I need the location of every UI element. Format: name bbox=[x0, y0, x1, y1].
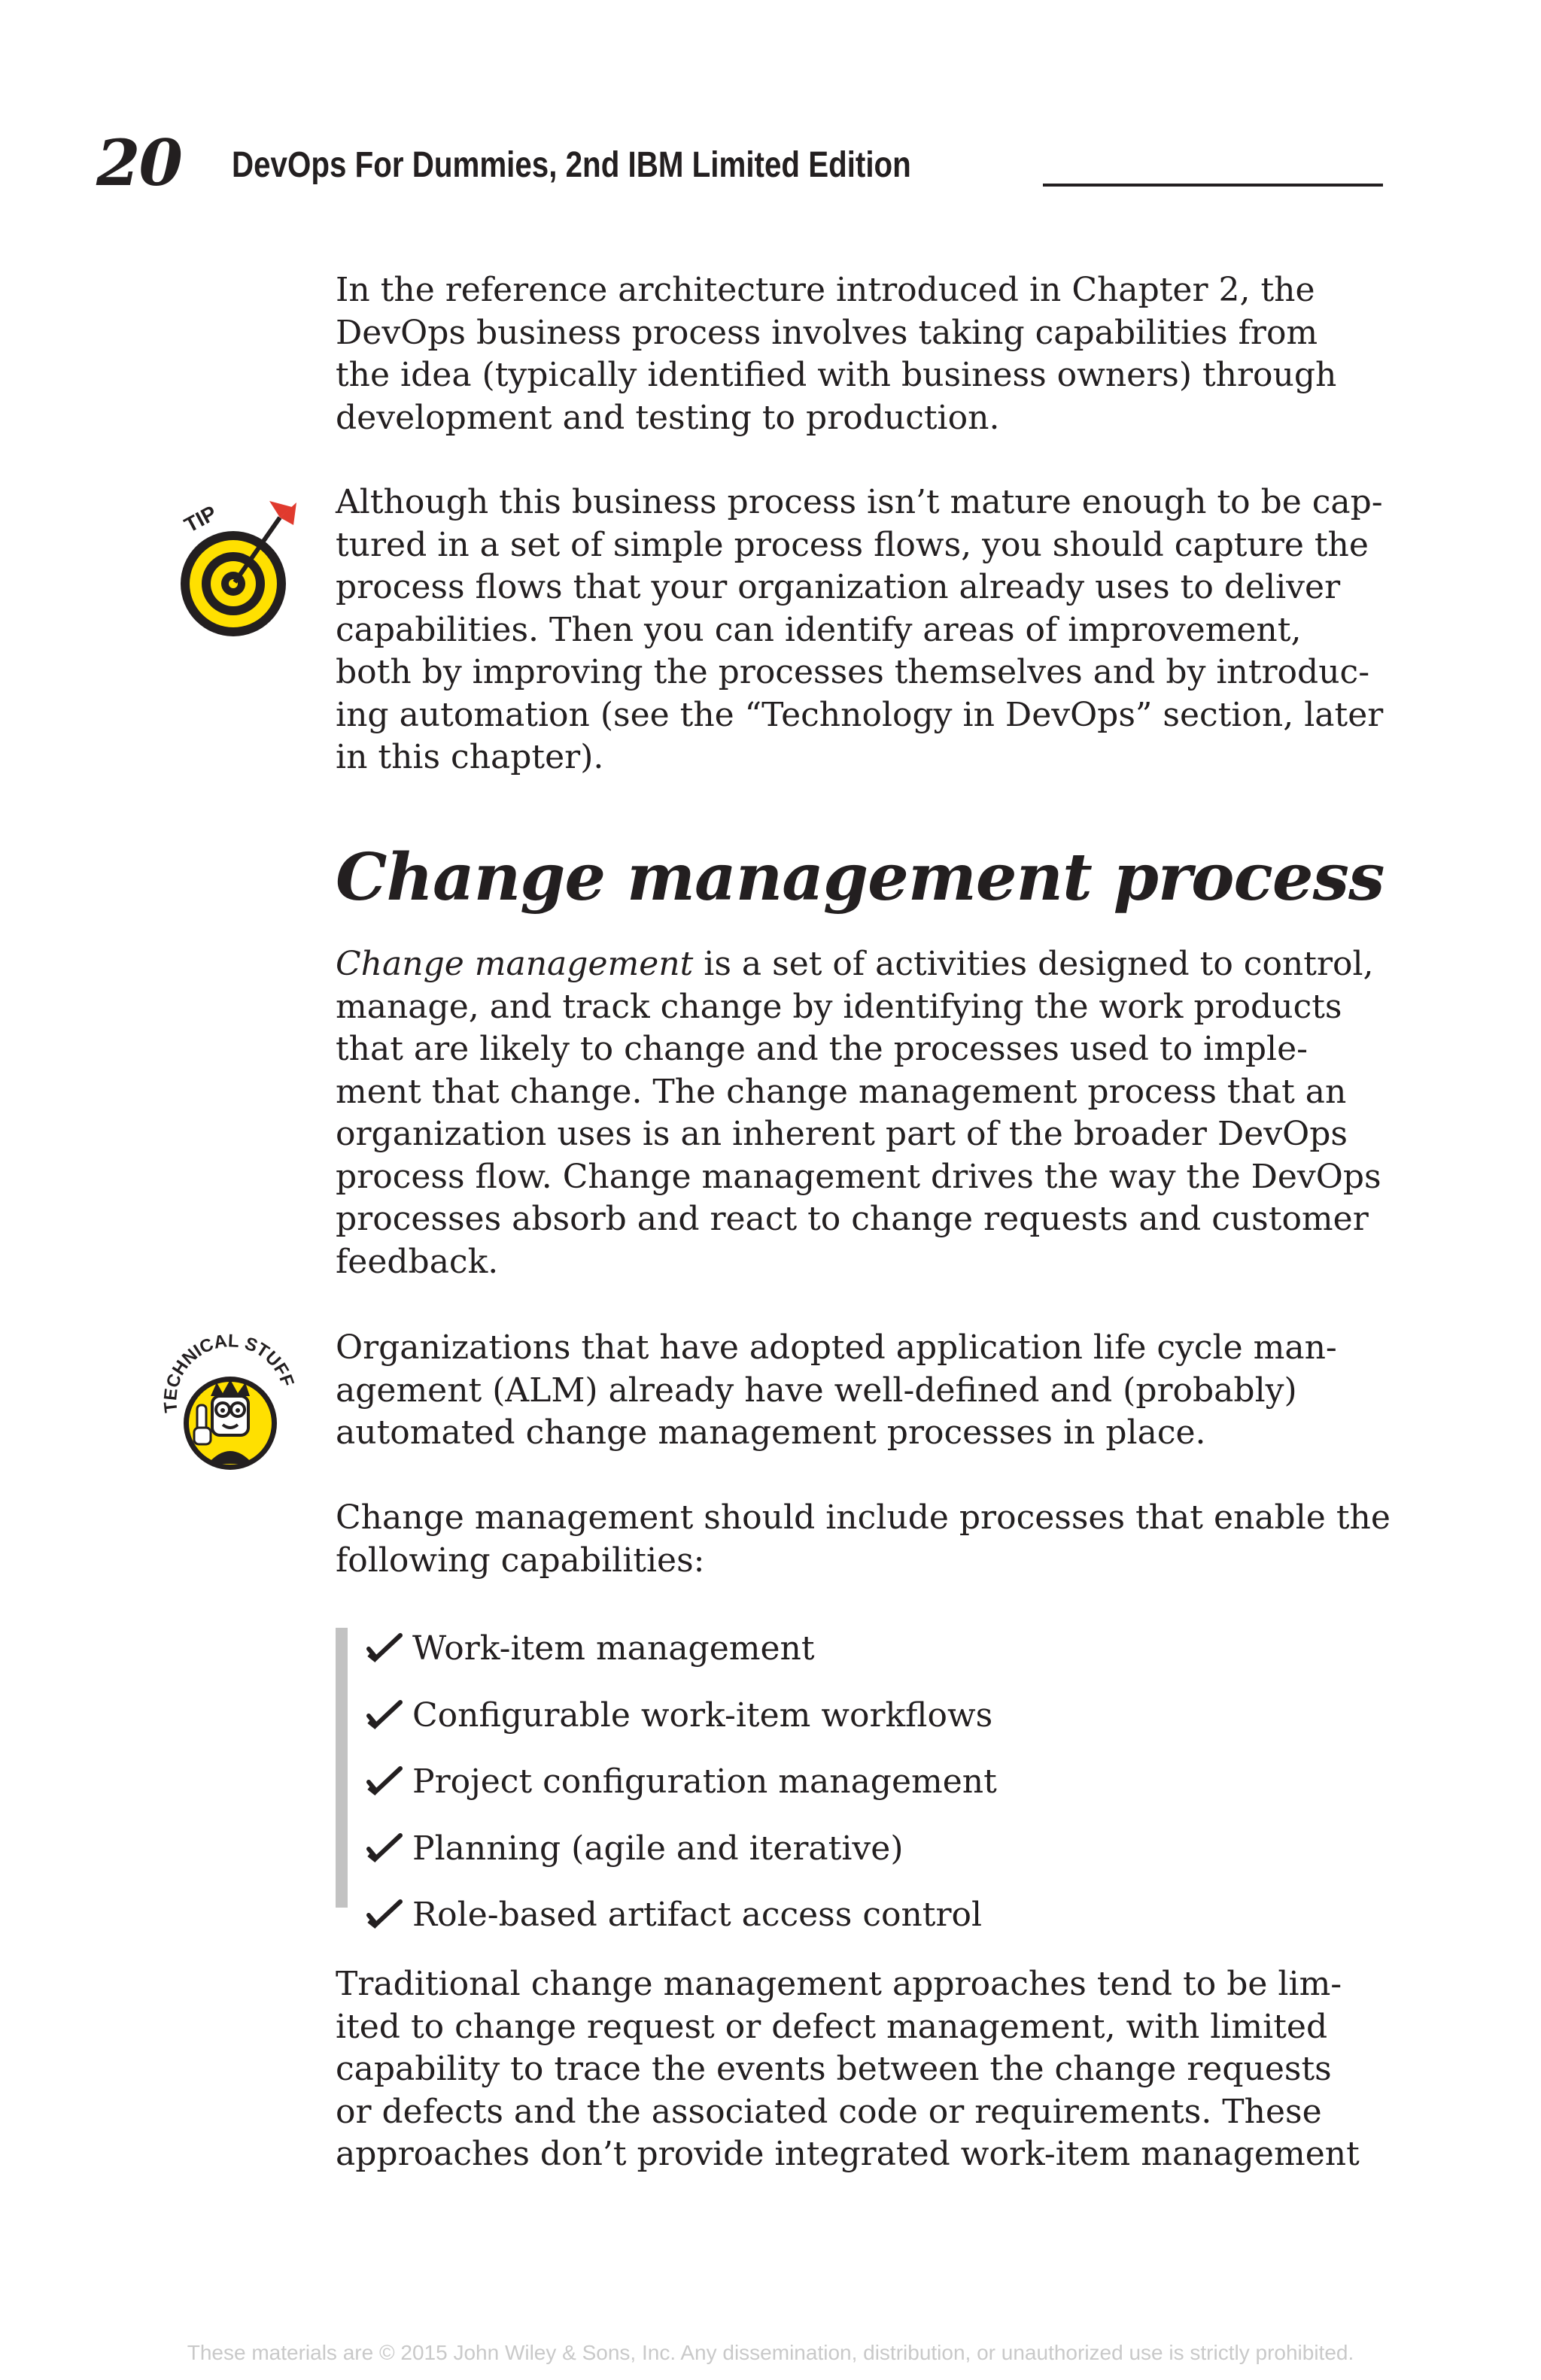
list-item bbox=[366, 1884, 997, 1950]
header-rule bbox=[1043, 184, 1383, 187]
text-line: Change management should include processes that enable the bbox=[336, 1498, 1391, 1537]
text-line: ing automation (see the “Technology in DevOps” section, later bbox=[336, 695, 1384, 734]
text-line: DevOps business process involves taking capabilities from bbox=[336, 313, 1318, 352]
list-item-label: Configurable work-item workflows bbox=[412, 1695, 993, 1735]
list-item bbox=[366, 1817, 997, 1884]
checkmark-icon bbox=[366, 1687, 403, 1751]
text-line: automated change management processes in place. bbox=[336, 1413, 1206, 1452]
tip-target-icon bbox=[170, 487, 305, 642]
paragraph-change-management bbox=[336, 943, 1389, 1283]
list-item bbox=[366, 1684, 997, 1751]
running-header bbox=[96, 126, 1375, 200]
text-line: both by improving the processes themselves and by introduc- bbox=[336, 653, 1370, 691]
text-line: capability to trace the events between the change requests bbox=[336, 2050, 1332, 2088]
page-number: 20 bbox=[96, 126, 181, 200]
paragraph-traditional bbox=[336, 1963, 1389, 2176]
list-item-label: Work-item management bbox=[412, 1629, 815, 1668]
text-line: process flow. Change management drives the way the DevOps bbox=[336, 1157, 1381, 1196]
checkmark-icon bbox=[366, 1620, 403, 1684]
bullet-list-bar bbox=[336, 1628, 348, 1908]
checkmark-icon bbox=[366, 1887, 403, 1950]
checkmark-icon bbox=[366, 1753, 403, 1817]
text-line: ited to change request or defect management, with limited bbox=[336, 2007, 1328, 2046]
technical-stuff-label: TECHNICAL STUFF bbox=[160, 1331, 298, 1414]
paragraph-tip bbox=[336, 481, 1389, 779]
text-line: following capabilities: bbox=[336, 1541, 705, 1580]
text-line: tured in a set of simple process flows, you should capture the bbox=[336, 525, 1369, 564]
copyright-footer: These materials are © 2015 John Wiley & Sons, Inc. Any dissemination, distribution, or unauthorized use is strictly prohibited. bbox=[187, 2341, 1354, 2364]
technical-stuff-icon bbox=[147, 1318, 305, 1480]
running-title: DevOps For Dummies, 2nd IBM Limited Edition bbox=[232, 145, 911, 185]
text-line: the idea (typically identified with business owners) through bbox=[336, 356, 1337, 394]
text-line: that are likely to change and the processes used to imple- bbox=[336, 1030, 1308, 1068]
paragraph-capabilities-intro bbox=[336, 1497, 1389, 1582]
paragraph-intro bbox=[336, 269, 1389, 439]
list-item bbox=[366, 1750, 997, 1817]
text-line: development and testing to production. bbox=[336, 398, 1000, 437]
text-line: or defects and the associated code or requirements. These bbox=[336, 2092, 1322, 2131]
section-heading: Change management process bbox=[336, 839, 1384, 915]
text-line: in this chapter). bbox=[336, 738, 604, 776]
capabilities-list bbox=[366, 1617, 997, 1950]
list-item-label: Planning (agile and iterative) bbox=[412, 1829, 904, 1868]
text-line: approaches don’t provide integrated work-item management bbox=[336, 2135, 1360, 2173]
text-line: organization uses is an inherent part of the broader DevOps bbox=[336, 1115, 1348, 1153]
text-line bbox=[336, 943, 1389, 986]
text-line: processes absorb and react to change requests and customer bbox=[336, 1200, 1369, 1238]
text-line: capabilities. Then you can identify areas of improvement, bbox=[336, 610, 1302, 649]
text-line: process flows that your organization already uses to deliver bbox=[336, 568, 1341, 606]
list-item bbox=[366, 1617, 997, 1684]
text-line: agement (ALM) already have well-defined and (probably) bbox=[336, 1371, 1297, 1410]
tip-label: TIP bbox=[180, 501, 220, 537]
text-line: Although this business process isn’t mature enough to be cap- bbox=[336, 483, 1383, 521]
paragraph-technical bbox=[336, 1327, 1389, 1455]
text-line: Organizations that have adopted application life cycle man- bbox=[336, 1328, 1337, 1367]
list-item-label: Role-based artifact access control bbox=[412, 1896, 983, 1934]
text-line: In the reference architecture introduced in Chapter 2, the bbox=[336, 271, 1315, 309]
text-line: ment that change. The change management process that an bbox=[336, 1072, 1347, 1111]
list-item-label: Project configuration management bbox=[412, 1762, 997, 1801]
checkmark-icon bbox=[366, 1820, 403, 1884]
text-line: manage, and track change by identifying the work products bbox=[336, 987, 1342, 1026]
text-line: Traditional change management approaches tend to be lim- bbox=[336, 1965, 1342, 2003]
term-change-management: Change management bbox=[336, 945, 694, 983]
text-fragment: is a set of activities designed to control, bbox=[693, 945, 1374, 983]
text-line: feedback. bbox=[336, 1242, 499, 1281]
